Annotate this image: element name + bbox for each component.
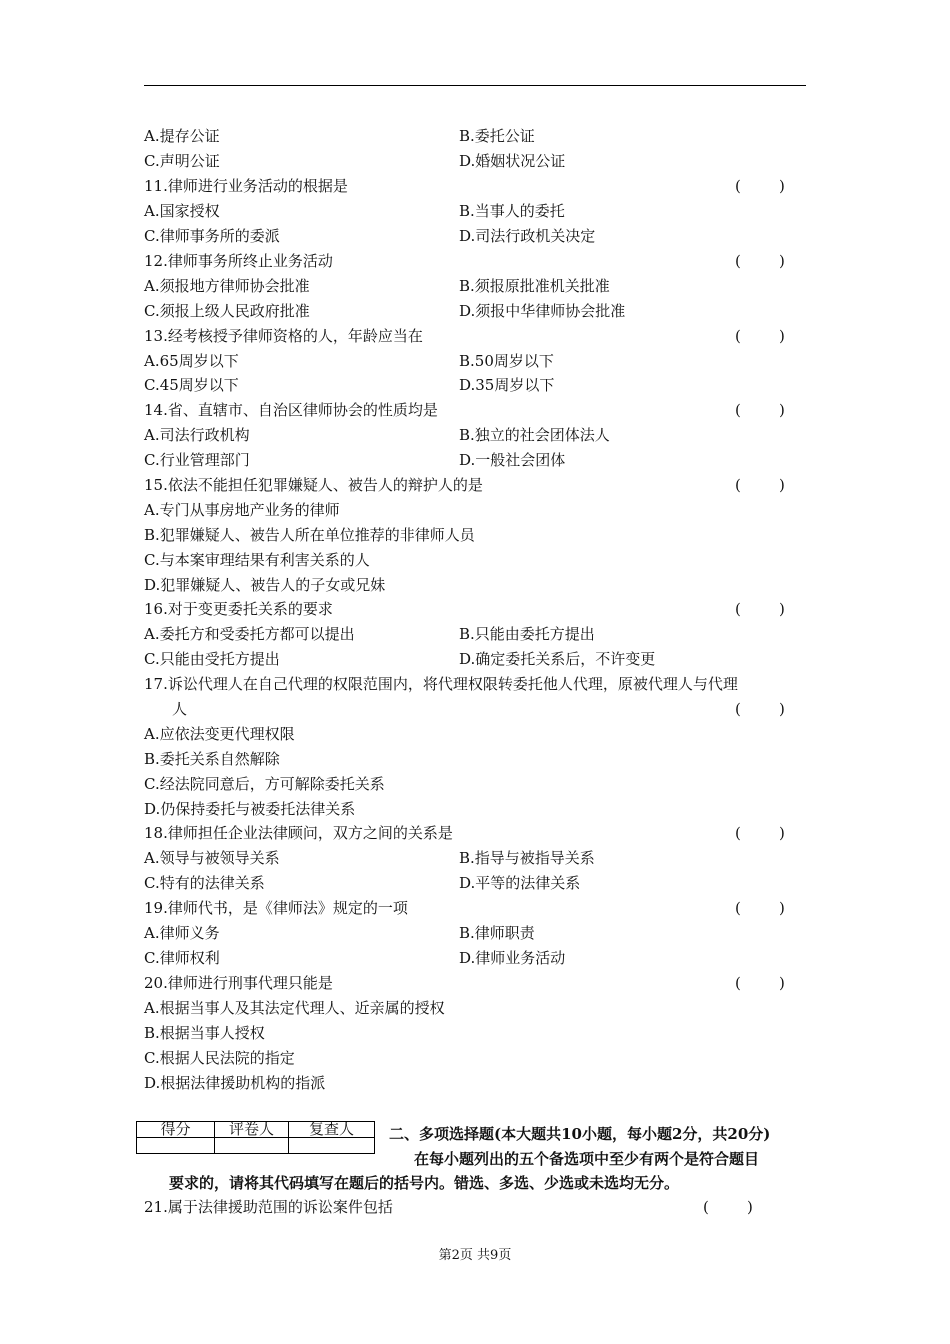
answer-paren: ( ) [735, 899, 785, 917]
question-stem: 12.律师事务所终止业务活动 [144, 252, 333, 270]
option-d: D.司法行政机关决定 [459, 227, 596, 245]
answer-paren: ( ) [735, 476, 785, 494]
option-c: C.须报上级人民政府批准 [144, 302, 310, 320]
option-d: D.一般社会团体 [459, 451, 566, 469]
option-a: A.司法行政机构 [144, 426, 250, 444]
question-stem: 20.律师进行刑事代理只能是 [144, 974, 333, 992]
option-b: B.独立的社会团体法人 [459, 426, 610, 444]
answer-paren: ( ) [735, 700, 785, 718]
option-a: A.领导与被领导关系 [144, 849, 280, 867]
score-cell[interactable] [137, 1138, 215, 1154]
option-b: B.根据当事人授权 [144, 1024, 265, 1042]
option-c: C.根据人民法院的指定 [144, 1049, 295, 1067]
question-stem: 17.诉讼代理人在自己代理的权限范围内，将代理权限转委托他人代理，原被代理人与代理 [144, 675, 738, 693]
section-instructions-continued: 要求的，请将其代码填写在题后的括号内。错选、多选、少选或未选均无分。 [169, 1174, 680, 1192]
option-a: A.根据当事人及其法定代理人、近亲属的授权 [144, 999, 445, 1017]
option-d: D.根据法律援助机构的指派 [144, 1074, 326, 1092]
option-a: A.65周岁以下 [144, 352, 239, 370]
page-footer: 第2页 共9页 [438, 1248, 512, 1263]
question-stem: 15.依法不能担任犯罪嫌疑人、被告人的辩护人的是 [144, 476, 483, 494]
option-c: C.只能由受托方提出 [144, 650, 280, 668]
option-a: A.提存公证 [144, 127, 220, 145]
option-c: C.声明公证 [144, 152, 220, 170]
score-table [136, 1121, 375, 1154]
question-stem: 16.对于变更委托关系的要求 [144, 600, 333, 618]
option-b: B.当事人的委托 [459, 202, 565, 220]
option-d: D.仍保持委托与被委托法律关系 [144, 800, 356, 818]
option-a: A.应依法变更代理权限 [144, 725, 295, 743]
option-d: D.须报中华律师协会批准 [459, 302, 626, 320]
answer-paren: ( ) [735, 600, 785, 618]
option-d: D.35周岁以下 [459, 376, 555, 394]
option-b: B.委托关系自然解除 [144, 750, 280, 768]
option-c: C.律师权利 [144, 949, 220, 967]
option-c: C.与本案审理结果有利害关系的人 [144, 551, 370, 569]
grader-header: 评卷人 [215, 1122, 289, 1138]
answer-paren: ( ) [735, 974, 785, 992]
question-stem: 21.属于法律援助范围的诉讼案件包括 [144, 1198, 393, 1216]
option-b: B.50周岁以下 [459, 352, 554, 370]
option-c: C.经法院同意后，方可解除委托关系 [144, 775, 385, 793]
option-b: B.律师职责 [459, 924, 535, 942]
answer-paren: ( ) [735, 177, 785, 195]
reviewer-header: 复查人 [289, 1122, 375, 1138]
option-a: A.专门从事房地产业务的律师 [144, 501, 340, 519]
option-b: B.只能由委托方提出 [459, 625, 595, 643]
question-stem-continued: 人 [172, 700, 188, 718]
question-stem: 19.律师代书，是《律师法》规定的一项 [144, 899, 408, 917]
section-instructions: 在每小题列出的五个备选项中至少有两个是符合题目 [414, 1150, 760, 1168]
answer-paren: ( ) [735, 401, 785, 419]
option-a: A.国家授权 [144, 202, 220, 220]
option-c: C.特有的法律关系 [144, 874, 265, 892]
option-d: D.平等的法律关系 [459, 874, 581, 892]
option-d: D.犯罪嫌疑人、被告人的子女或兄妹 [144, 576, 386, 594]
question-stem: 11.律师进行业务活动的根据是 [144, 177, 348, 195]
answer-paren: ( ) [703, 1198, 753, 1216]
option-d: D.婚姻状况公证 [459, 152, 566, 170]
option-c: C.行业管理部门 [144, 451, 250, 469]
option-c: C.律师事务所的委派 [144, 227, 280, 245]
answer-paren: ( ) [735, 327, 785, 345]
option-b: B.犯罪嫌疑人、被告人所在单位推荐的非律师人员 [144, 526, 475, 544]
answer-paren: ( ) [735, 824, 785, 842]
question-stem: 18.律师担任企业法律顾问，双方之间的关系是 [144, 824, 453, 842]
option-c: C.45周岁以下 [144, 376, 239, 394]
score-header: 得分 [137, 1122, 215, 1138]
question-stem: 13.经考核授予律师资格的人，年龄应当在 [144, 327, 423, 345]
question-stem: 14.省、直辖市、自治区律师协会的性质均是 [144, 401, 438, 419]
option-a: A.委托方和受委托方都可以提出 [144, 625, 355, 643]
section-title: 二、多项选择题(本大题共10小题，每小题2分，共20分) [389, 1125, 771, 1143]
grader-cell[interactable] [215, 1138, 289, 1154]
header-rule [144, 85, 806, 86]
option-a: A.律师义务 [144, 924, 220, 942]
option-d: D.确定委托关系后，不许变更 [459, 650, 656, 668]
option-b: B.指导与被指导关系 [459, 849, 595, 867]
reviewer-cell[interactable] [289, 1138, 375, 1154]
option-d: D.律师业务活动 [459, 949, 566, 967]
option-a: A.须报地方律师协会批准 [144, 277, 310, 295]
answer-paren: ( ) [735, 252, 785, 270]
option-b: B.委托公证 [459, 127, 535, 145]
option-b: B.须报原批准机关批准 [459, 277, 610, 295]
